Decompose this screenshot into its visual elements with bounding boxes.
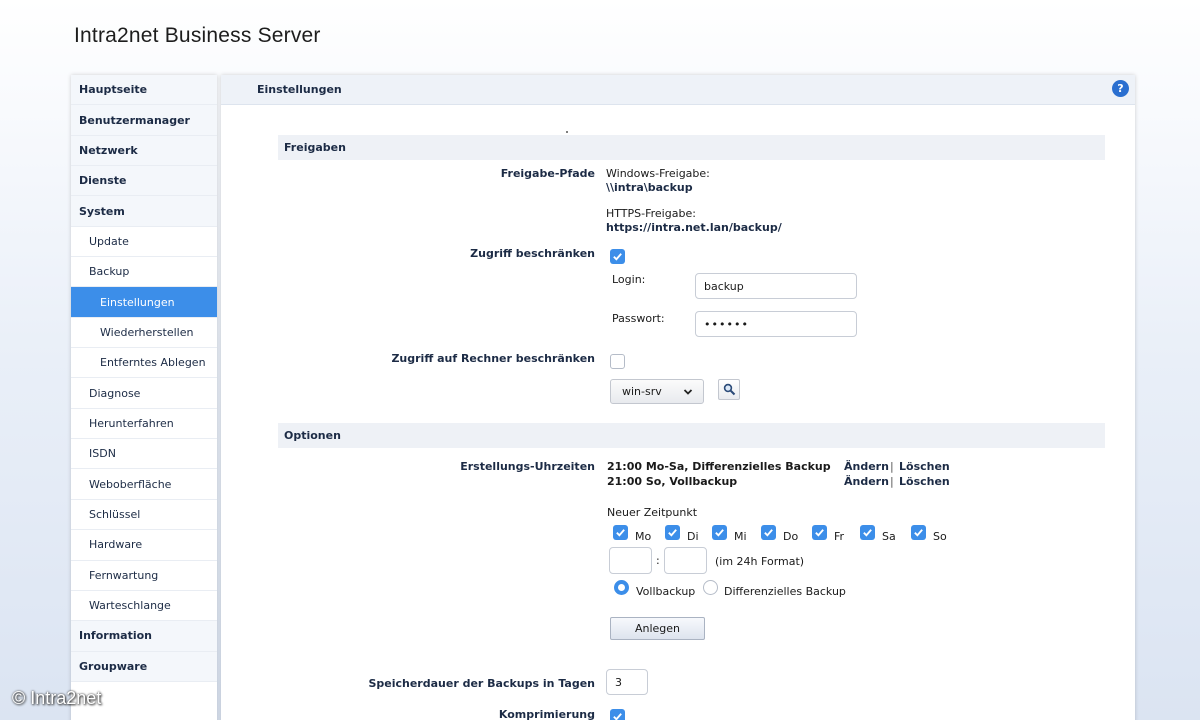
- https-share-path: https://intra.net.lan/backup/: [606, 221, 782, 234]
- sidebar-item-fernwartung[interactable]: Fernwartung: [71, 561, 217, 591]
- freigabe-pfade-label: Freigabe-Pfade: [500, 167, 595, 180]
- copyright-watermark: © Intra2net: [12, 688, 102, 708]
- sidebar-item-dienste[interactable]: Dienste: [71, 166, 217, 196]
- host-select-value: win-srv: [622, 385, 662, 398]
- checkmark-icon: [913, 527, 924, 538]
- day-checkbox-fr[interactable]: [812, 525, 827, 540]
- sidebar-item-update[interactable]: Update: [71, 227, 217, 257]
- checkmark-icon: [763, 527, 774, 538]
- day-label-di: Di: [687, 530, 699, 543]
- sidebar-item-hardware[interactable]: Hardware: [71, 530, 217, 560]
- sidebar-item-backup[interactable]: Backup: [71, 257, 217, 287]
- link-separator: |: [890, 475, 894, 488]
- zugriff-beschraenken-label: Zugriff beschränken: [470, 247, 595, 260]
- day-label-fr: Fr: [834, 530, 845, 543]
- sidebar-item-entferntes-ablegen[interactable]: Entferntes Ablegen: [71, 348, 217, 378]
- host-restrict-label: Zugriff auf Rechner beschränken: [391, 352, 595, 365]
- link-separator: |: [890, 460, 894, 473]
- checkmark-icon: [814, 527, 825, 538]
- windows-share-label: Windows-Freigabe:: [606, 167, 710, 180]
- sidebar-item-warteschlange[interactable]: Warteschlange: [71, 591, 217, 621]
- sidebar-item-hauptseite[interactable]: Hauptseite: [71, 75, 217, 105]
- sidebar-item-wiederherstellen[interactable]: Wiederherstellen: [71, 318, 217, 348]
- day-checkbox-sa[interactable]: [860, 525, 875, 540]
- sidebar-item-weboberflaeche[interactable]: Weboberfläche: [71, 469, 217, 499]
- day-label-mi: Mi: [734, 530, 747, 543]
- sidebar-item-herunterfahren[interactable]: Herunterfahren: [71, 409, 217, 439]
- radio-vollbackup[interactable]: [614, 580, 629, 595]
- sidebar-item-netzwerk[interactable]: Netzwerk: [71, 136, 217, 166]
- sidebar-item-information[interactable]: Information: [71, 621, 217, 651]
- sidebar-item-groupware[interactable]: Groupware: [71, 652, 217, 682]
- password-input[interactable]: ••••••: [695, 311, 857, 337]
- schedule-entry-text: 21:00 Mo-Sa, Differenzielles Backup: [607, 460, 831, 473]
- day-label-sa: Sa: [882, 530, 896, 543]
- day-label-mo: Mo: [635, 530, 652, 543]
- sidebar-item-isdn[interactable]: ISDN: [71, 439, 217, 469]
- time-separator: :: [656, 554, 660, 567]
- anlegen-button[interactable]: Anlegen: [610, 617, 705, 640]
- day-label-so: So: [933, 530, 947, 543]
- day-checkbox-mo[interactable]: [613, 525, 628, 540]
- sidebar-item-diagnose[interactable]: Diagnose: [71, 378, 217, 408]
- help-icon[interactable]: ?: [1112, 80, 1129, 97]
- new-time-label: Neuer Zeitpunkt: [607, 506, 698, 519]
- retention-label: Speicherdauer der Backups in Tagen: [368, 677, 595, 690]
- compression-label: Komprimierung: [498, 708, 595, 720]
- https-share-label: HTTPS-Freigabe:: [606, 207, 696, 220]
- day-checkbox-di[interactable]: [665, 525, 680, 540]
- section-optionen: Optionen: [278, 423, 1105, 448]
- login-label: Login:: [612, 273, 646, 286]
- windows-share-path: \\intra\backup: [606, 181, 693, 194]
- erstellungs-uhrzeiten-label: Erstellungs-Uhrzeiten: [460, 460, 595, 473]
- compression-checkbox[interactable]: [610, 709, 625, 720]
- day-checkbox-do[interactable]: [761, 525, 776, 540]
- minute-input[interactable]: [664, 547, 707, 574]
- schedule-delete-link[interactable]: Löschen: [899, 475, 950, 488]
- hour-input[interactable]: [609, 547, 652, 574]
- radio-differenziell-label: Differenzielles Backup: [724, 585, 846, 598]
- radio-differenziell[interactable]: [703, 580, 718, 595]
- panel-title: Einstellungen: [221, 75, 1135, 105]
- search-host-button[interactable]: [718, 379, 740, 400]
- sidebar-item-einstellungen[interactable]: Einstellungen: [71, 287, 217, 317]
- schedule-entry-text: 21:00 So, Vollbackup: [607, 475, 738, 488]
- sidebar-item-benutzermanager[interactable]: Benutzermanager: [71, 105, 217, 135]
- app-title: Intra2net Business Server: [74, 24, 321, 47]
- host-restrict-checkbox[interactable]: [610, 354, 625, 369]
- checkmark-icon: [615, 527, 626, 538]
- checkmark-icon: [612, 711, 623, 720]
- login-input[interactable]: backup: [695, 273, 857, 299]
- search-icon: [723, 383, 736, 396]
- day-checkbox-mi[interactable]: [712, 525, 727, 540]
- time-format-hint: (im 24h Format): [715, 555, 805, 568]
- stray-dot: [566, 131, 568, 133]
- password-label: Passwort:: [612, 312, 665, 325]
- schedule-edit-link[interactable]: Ändern: [844, 475, 889, 488]
- checkmark-icon: [862, 527, 873, 538]
- host-select[interactable]: [610, 379, 704, 404]
- schedule-edit-link[interactable]: Ändern: [844, 460, 889, 473]
- checkmark-icon: [612, 251, 623, 262]
- retention-input[interactable]: 3: [606, 669, 648, 695]
- checkmark-icon: [667, 527, 678, 538]
- checkmark-icon: [714, 527, 725, 538]
- radio-vollbackup-label: Vollbackup: [636, 585, 696, 598]
- schedule-delete-link[interactable]: Löschen: [899, 460, 950, 473]
- sidebar-item-system[interactable]: System: [71, 196, 217, 226]
- restrict-access-checkbox[interactable]: [610, 249, 625, 264]
- day-label-do: Do: [783, 530, 799, 543]
- chevron-down-icon: [683, 387, 693, 397]
- section-freigaben: Freigaben: [278, 135, 1105, 160]
- sidebar-item-schluessel[interactable]: Schlüssel: [71, 500, 217, 530]
- day-checkbox-so[interactable]: [911, 525, 926, 540]
